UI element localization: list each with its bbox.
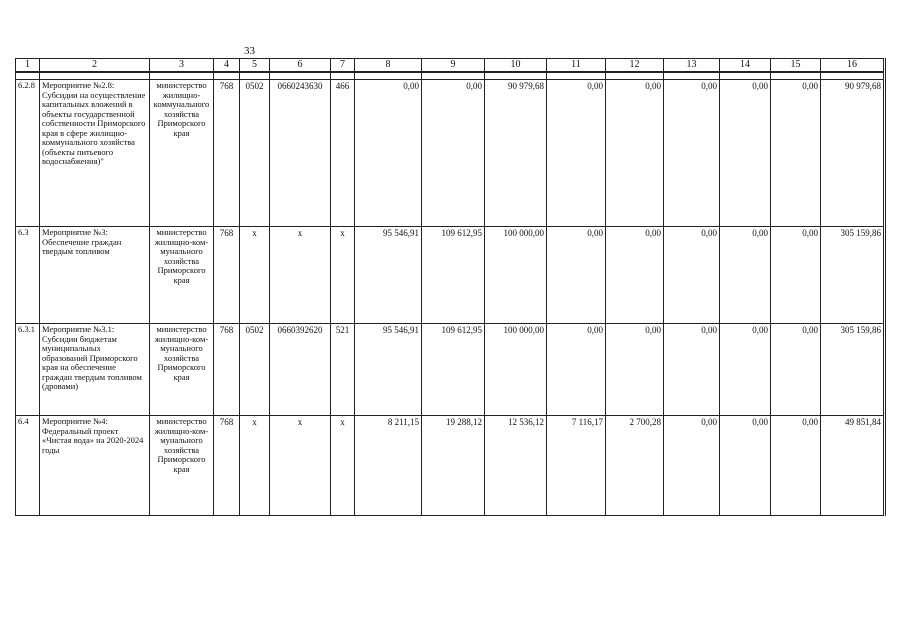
row-grbs: 768 <box>214 324 240 416</box>
row-value-15: 0,00 <box>771 324 821 416</box>
row-value-8: 8 211,15 <box>355 416 422 516</box>
row-value-14: 0,00 <box>720 227 771 324</box>
row-executor: министерство жилищно-коммунального хозяйства Приморского края <box>150 80 214 227</box>
header-cell: 3 <box>150 59 214 73</box>
row-code: 6.3.1 <box>16 324 40 416</box>
row-value-16: 305 159,86 <box>821 324 885 416</box>
table-row <box>16 227 885 324</box>
header-cell: 14 <box>720 59 771 73</box>
row-value-12: 0,00 <box>606 324 664 416</box>
row-executor: министерство жилищно-ком-мунального хозяйства Приморского края <box>150 324 214 416</box>
row-grbs: 768 <box>214 416 240 516</box>
row-value-10: 90 979,68 <box>485 80 547 227</box>
row-executor: министерство жилищно-ком-мунального хозяйства Приморского края <box>150 227 214 324</box>
row-value-10: 100 000,00 <box>485 227 547 324</box>
header-cell: 5 <box>240 59 270 73</box>
header-cell: 13 <box>664 59 720 73</box>
header-cell: 6 <box>270 59 331 73</box>
row-value-11: 0,00 <box>547 80 606 227</box>
row-code: 6.2.8 <box>16 80 40 227</box>
row-vr: 466 <box>331 80 355 227</box>
row-csr: x <box>270 227 331 324</box>
row-vr: x <box>331 416 355 516</box>
row-value-8: 95 546,91 <box>355 324 422 416</box>
row-value-13: 0,00 <box>664 416 720 516</box>
header-cell: 1 <box>16 59 40 73</box>
row-value-11: 7 116,17 <box>547 416 606 516</box>
row-rzpr: 0502 <box>240 324 270 416</box>
row-csr: 0660392620 <box>270 324 331 416</box>
row-value-9: 109 612,95 <box>422 227 485 324</box>
row-value-10: 12 536,12 <box>485 416 547 516</box>
row-value-16: 49 851,84 <box>821 416 885 516</box>
row-value-12: 0,00 <box>606 227 664 324</box>
row-value-10: 100 000,00 <box>485 324 547 416</box>
row-value-14: 0,00 <box>720 80 771 227</box>
row-value-14: 0,00 <box>720 416 771 516</box>
budget-table <box>15 58 886 516</box>
row-value-11: 0,00 <box>547 227 606 324</box>
header-cell: 12 <box>606 59 664 73</box>
row-value-13: 0,00 <box>664 324 720 416</box>
row-value-11: 0,00 <box>547 324 606 416</box>
header-cell: 10 <box>485 59 547 73</box>
row-csr: x <box>270 416 331 516</box>
row-value-15: 0,00 <box>771 80 821 227</box>
row-value-16: 305 159,86 <box>821 227 885 324</box>
row-value-8: 0,00 <box>355 80 422 227</box>
page-number: 33 <box>244 45 255 57</box>
row-value-8: 95 546,91 <box>355 227 422 324</box>
header-cell: 8 <box>355 59 422 73</box>
row-value-16: 90 979,68 <box>821 80 885 227</box>
row-value-13: 0,00 <box>664 227 720 324</box>
row-executor: министерство жилищно-ком-мунального хозяйства Приморского края <box>150 416 214 516</box>
header-cell: 11 <box>547 59 606 73</box>
row-value-13: 0,00 <box>664 80 720 227</box>
row-measure-name: Мероприятие №2.8: Субсидии на осуществление капитальных вложений в объекты государственной собственности Приморского края в сфере жилищно-коммунального хозяйства (объекты питьевого водоснабжения)" <box>40 80 150 227</box>
table-row <box>16 80 885 227</box>
row-measure-name: Мероприятие №3.1: Субсидии бюджетам муниципальных образований Приморского края на обеспечение граждан твердым топливом (дровами) <box>40 324 150 416</box>
row-rzpr: 0502 <box>240 80 270 227</box>
header-cell: 9 <box>422 59 485 73</box>
row-rzpr: x <box>240 227 270 324</box>
header-cell: 16 <box>821 59 885 73</box>
row-measure-name: Мероприятие №4: Федеральный проект «Чистая вода» на 2020-2024 годы <box>40 416 150 516</box>
row-value-15: 0,00 <box>771 227 821 324</box>
row-grbs: 768 <box>214 227 240 324</box>
row-value-12: 0,00 <box>606 80 664 227</box>
row-code: 6.4 <box>16 416 40 516</box>
table-row <box>16 416 885 516</box>
row-value-14: 0,00 <box>720 324 771 416</box>
row-value-9: 109 612,95 <box>422 324 485 416</box>
header-cell: 2 <box>40 59 150 73</box>
row-grbs: 768 <box>214 80 240 227</box>
row-measure-name: Мероприятие №3: Обеспечение граждан твердым топливом <box>40 227 150 324</box>
row-value-9: 19 288,12 <box>422 416 485 516</box>
spacer-row <box>16 72 885 80</box>
header-cell: 7 <box>331 59 355 73</box>
row-vr: x <box>331 227 355 324</box>
row-value-9: 0,00 <box>422 80 485 227</box>
row-value-15: 0,00 <box>771 416 821 516</box>
row-vr: 521 <box>331 324 355 416</box>
header-cell: 15 <box>771 59 821 73</box>
row-value-12: 2 700,28 <box>606 416 664 516</box>
row-csr: 0660243630 <box>270 80 331 227</box>
header-row <box>16 59 885 73</box>
row-rzpr: x <box>240 416 270 516</box>
row-code: 6.3 <box>16 227 40 324</box>
table-row <box>16 324 885 416</box>
header-cell: 4 <box>214 59 240 73</box>
